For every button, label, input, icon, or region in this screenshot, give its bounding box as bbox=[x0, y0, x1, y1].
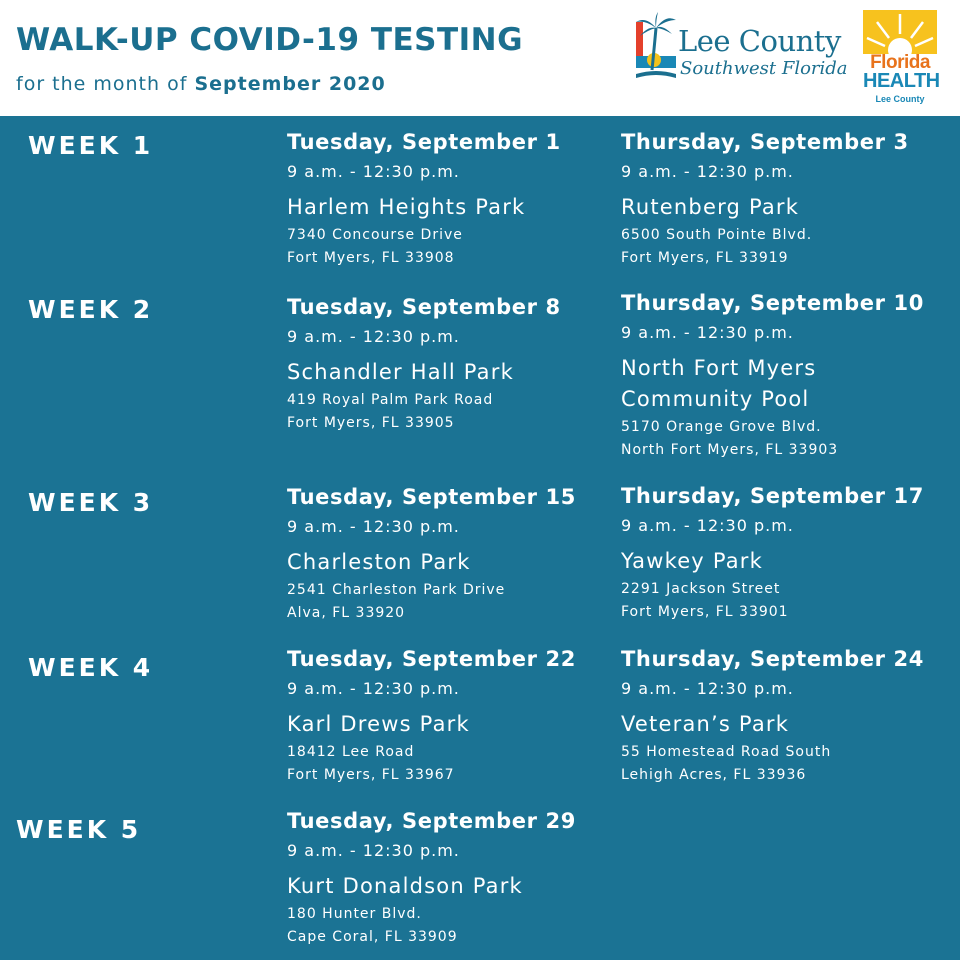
lee-county-name: Lee County bbox=[678, 24, 841, 58]
week-4-label: WEEK 4 bbox=[28, 653, 154, 682]
sun-icon bbox=[863, 10, 937, 54]
lee-county-tagline: Southwest Florida bbox=[680, 58, 848, 79]
lee-county-logo bbox=[632, 10, 847, 85]
week-2-label: WEEK 2 bbox=[28, 295, 154, 324]
florida-health-line1: Florida bbox=[870, 52, 930, 73]
entry-address-city: North Fort Myers, FL 33903 bbox=[621, 442, 839, 458]
week-3-label: WEEK 3 bbox=[28, 488, 154, 517]
florida-health-line2: HEALTH bbox=[863, 70, 940, 92]
entry-day: Thursday, September 3 bbox=[621, 130, 909, 154]
entry-time: 9 a.m. - 12:30 p.m. bbox=[621, 516, 794, 535]
entry-address-city: Fort Myers, FL 33901 bbox=[621, 604, 789, 620]
schedule-entry-sep-8 bbox=[287, 294, 617, 434]
entry-address-city: Fort Myers, FL 33905 bbox=[287, 415, 455, 431]
entry-address-city: Alva, FL 33920 bbox=[287, 605, 406, 621]
entry-time: 9 a.m. - 12:30 p.m. bbox=[287, 841, 460, 860]
entry-day: Thursday, September 17 bbox=[621, 484, 924, 508]
entry-address-street: 2541 Charleston Park Drive bbox=[287, 582, 506, 598]
entry-address-street: 180 Hunter Blvd. bbox=[287, 906, 422, 922]
entry-place: Schandler Hall Park bbox=[287, 360, 514, 384]
schedule-entry-sep-24 bbox=[621, 646, 951, 786]
entry-time: 9 a.m. - 12:30 p.m. bbox=[287, 517, 460, 536]
entry-time: 9 a.m. - 12:30 p.m. bbox=[621, 323, 794, 342]
subtitle-month: September 2020 bbox=[194, 73, 386, 95]
entry-place: Kurt Donaldson Park bbox=[287, 874, 523, 898]
entry-address-street: 2291 Jackson Street bbox=[621, 581, 781, 597]
entry-address-city: Fort Myers, FL 33919 bbox=[621, 250, 789, 266]
schedule-entry-sep-17 bbox=[621, 483, 951, 623]
entry-time: 9 a.m. - 12:30 p.m. bbox=[287, 162, 460, 181]
entry-place: North Fort Myers Community Pool bbox=[621, 356, 817, 411]
subtitle-prefix: for the month of bbox=[16, 73, 195, 95]
entry-time: 9 a.m. - 12:30 p.m. bbox=[621, 679, 794, 698]
florida-health-line3: Lee County bbox=[875, 94, 925, 104]
entry-day: Tuesday, September 8 bbox=[287, 295, 561, 319]
schedule-entry-sep-29 bbox=[287, 808, 617, 948]
entry-time: 9 a.m. - 12:30 p.m. bbox=[287, 327, 460, 346]
entry-place: Harlem Heights Park bbox=[287, 195, 526, 219]
entry-day: Tuesday, September 22 bbox=[287, 647, 576, 671]
entry-address-street: 5170 Orange Grove Blvd. bbox=[621, 419, 822, 435]
entry-day: Tuesday, September 29 bbox=[287, 809, 576, 833]
entry-address-street: 18412 Lee Road bbox=[287, 744, 415, 760]
schedule-entry-sep-22 bbox=[287, 646, 617, 786]
schedule-entry-sep-1 bbox=[287, 129, 617, 269]
entry-time: 9 a.m. - 12:30 p.m. bbox=[621, 162, 794, 181]
page-title: WALK-UP COVID-19 TESTING bbox=[16, 22, 524, 58]
entry-place: Charleston Park bbox=[287, 550, 471, 574]
entry-place: Rutenberg Park bbox=[621, 195, 800, 219]
entry-day: Tuesday, September 15 bbox=[287, 485, 576, 509]
entry-address-city: Cape Coral, FL 33909 bbox=[287, 929, 458, 945]
entry-day: Thursday, September 10 bbox=[621, 291, 924, 315]
entry-address-street: 419 Royal Palm Park Road bbox=[287, 392, 494, 408]
week-5-label: WEEK 5 bbox=[16, 815, 142, 844]
header-banner bbox=[0, 0, 960, 116]
entry-address-city: Fort Myers, FL 33908 bbox=[287, 250, 455, 266]
entry-place: Veteran’s Park bbox=[621, 712, 790, 736]
entry-place: Karl Drews Park bbox=[287, 712, 470, 736]
entry-address-street: 55 Homestead Road South bbox=[621, 744, 832, 760]
entry-time: 9 a.m. - 12:30 p.m. bbox=[287, 679, 460, 698]
page-subtitle bbox=[16, 73, 386, 95]
entry-place: Yawkey Park bbox=[621, 549, 763, 573]
entry-day: Tuesday, September 1 bbox=[287, 130, 561, 154]
week-1-label: WEEK 1 bbox=[28, 131, 154, 160]
palm-tree-sunset-icon bbox=[632, 10, 678, 82]
entry-address-street: 6500 South Pointe Blvd. bbox=[621, 227, 813, 243]
schedule-entry-sep-10 bbox=[621, 290, 924, 461]
entry-address-city: Fort Myers, FL 33967 bbox=[287, 767, 455, 783]
florida-health-logo bbox=[863, 10, 940, 108]
entry-day: Thursday, September 24 bbox=[621, 647, 924, 671]
schedule-entry-sep-15 bbox=[287, 484, 617, 624]
entry-address-city: Lehigh Acres, FL 33936 bbox=[621, 767, 807, 783]
entry-address-street: 7340 Concourse Drive bbox=[287, 227, 463, 243]
schedule-entry-sep-3 bbox=[621, 129, 951, 269]
